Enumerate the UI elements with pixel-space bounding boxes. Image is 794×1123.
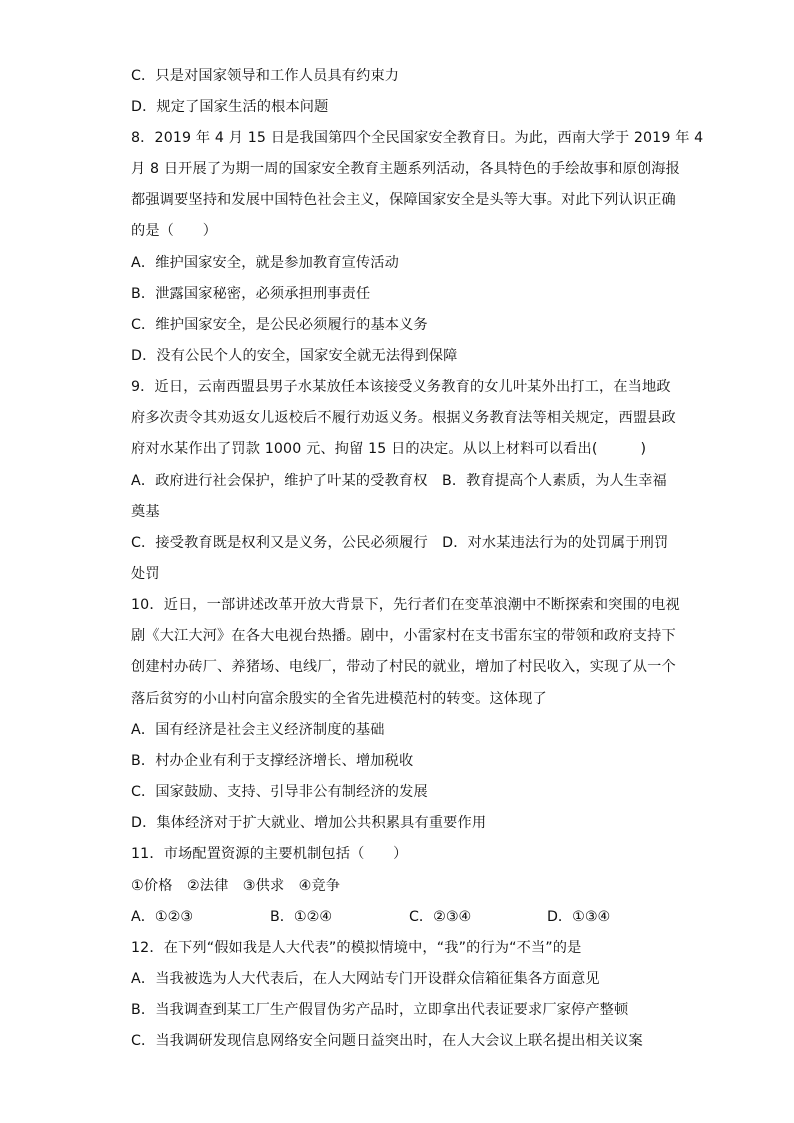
q12-option-a: A．当我被选为人大代表后，在人大网站专门开设群众信箱征集各方面意见	[131, 971, 600, 987]
q8-stem-line-3: 都强调要坚持和发展中国特色社会主义，保障国家安全是头等大事。对此下列认识正确	[131, 192, 676, 208]
q7-option-d: D．规定了国家生活的根本问题	[131, 99, 329, 115]
q10-stem-line-1: 10．近日，一部讲述改革开放大背景下，先行者们在变革浪潮中不断探索和突围的电视	[131, 597, 680, 613]
q9-stem-line-3: 府对水某作出了罚款 1000 元、拘留 15 日的决定。从以上材料可以看出( )	[131, 441, 647, 457]
q10-option-a: A．国有经济是社会主义经济制度的基础	[131, 722, 385, 738]
q8-option-b: B．泄露国家秘密，必须承担刑事责任	[131, 286, 371, 302]
q12-stem: 12．在下列“假如我是人大代表”的模拟情境中，“我”的行为“不当”的是	[131, 940, 582, 956]
q9-options-ab-line-2: 奠基	[131, 504, 160, 520]
q10-option-d: D．集体经济对于扩大就业、增加公共积累具有重要作用	[131, 815, 487, 831]
q11-items: ①价格 ②法律 ③供求 ④竞争	[131, 878, 341, 894]
q10-option-b: B．村办企业有利于支撑经济增长、增加税收	[131, 753, 414, 769]
q12-option-b: B．当我调查到某工厂生产假冒伪劣产品时，立即拿出代表证要求厂家停产整顿	[131, 1002, 629, 1018]
q8-stem-line-2: 月 8 日开展了为期一周的国家安全教育主题系列活动，各具特色的手绘故事和原创海报	[131, 161, 680, 177]
q10-stem-line-2: 剧《大江大河》在各大电视台热播。剧中，小雷家村在支书雷东宝的带领和政府支持下	[131, 628, 676, 644]
q7-option-c: C．只是对国家领导和工作人员具有约束力	[131, 68, 400, 84]
q8-option-a: A．维护国家安全，就是参加教育宣传活动	[131, 255, 399, 271]
q9-options-cd-line-1: C．接受教育既是权利又是义务，公民必须履行 D．对水某违法行为的处罚属于刑罚	[131, 535, 669, 551]
q11-option-c: C．②③④	[409, 909, 472, 925]
q10-stem-line-3: 创建村办砖厂、养猪场、电线厂，带动了村民的就业，增加了村民收入，实现了从一个	[131, 659, 676, 675]
q8-stem-line-4: 的是（ ）	[131, 223, 218, 239]
q8-stem-line-1: 8．2019 年 4 月 15 日是我国第四个全民国家安全教育日。为此，西南大学于 2019 年 4	[131, 130, 704, 146]
q11-stem: 11．市场配置资源的主要机制包括（ ）	[131, 846, 408, 862]
q11-option-a: A．①②③	[131, 909, 194, 925]
q12-option-c: C．当我调研发现信息网络安全问题日益突出时，在人大会议上联名提出相关议案	[131, 1033, 643, 1049]
q11-option-b: B．①②④	[270, 909, 333, 925]
q9-stem-line-2: 府多次责令其劝返女儿返校后不履行劝返义务。根据义务教育法等相关规定，西盟县政	[131, 410, 676, 426]
q10-option-c: C．国家鼓励、支持、引导非公有制经济的发展	[131, 784, 428, 800]
q8-option-d: D．没有公民个人的安全，国家安全就无法得到保障	[131, 348, 458, 364]
q10-stem-line-4: 落后贫穷的小山村向富余殷实的全省先进模范村的转变。这体现了	[131, 691, 547, 707]
q9-options-ab-line-1: A．政府进行社会保护，维护了叶某的受教育权 B．教育提高个人素质，为人生幸福	[131, 473, 667, 489]
q9-options-cd-line-2: 处罚	[131, 566, 160, 582]
q9-stem-line-1: 9．近日，云南西盟县男子水某放任本该接受义务教育的女儿叶某外出打工，在当地政	[131, 379, 671, 395]
q8-option-c: C．维护国家安全，是公民必须履行的基本义务	[131, 317, 428, 333]
q11-option-d: D．①③④	[547, 909, 611, 925]
